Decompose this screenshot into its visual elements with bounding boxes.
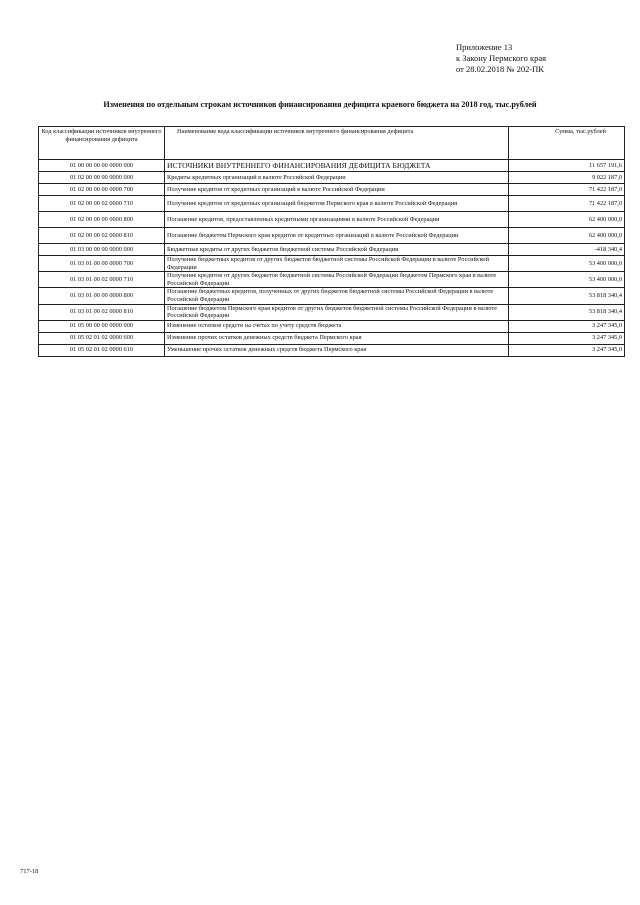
row-name: Погашение бюджетом Пермского края кредитов от других бюджетов бюджетной системы Российской Федерации в валюте Российской Федерации <box>165 304 509 320</box>
row-code: 01 05 02 01 02 0000 610 <box>39 344 165 356</box>
table-row <box>39 288 625 304</box>
appendix-block <box>456 42 606 75</box>
table-row <box>39 184 625 196</box>
row-amount: -418 340,4 <box>509 244 625 256</box>
row-amount: 53 818 340,4 <box>509 304 625 320</box>
row-name: Погашение бюджетом Пермского края кредитов от кредитных организаций в валюте Российской Федерации <box>165 228 509 244</box>
row-amount: 53 400 000,0 <box>509 272 625 288</box>
table-row <box>39 256 625 272</box>
row-amount: 53 818 340,4 <box>509 288 625 304</box>
table-row <box>39 196 625 212</box>
document-footer-code: 717-18 <box>20 868 39 875</box>
row-code: 01 02 00 00 00 0000 700 <box>39 184 165 196</box>
row-amount: 71 422 187,0 <box>509 196 625 212</box>
header-amount: Сумма, тыс.рублей <box>509 127 625 160</box>
row-code: 01 02 00 00 02 0000 710 <box>39 196 165 212</box>
row-code: 01 03 01 00 02 0000 810 <box>39 304 165 320</box>
table-row <box>39 160 625 172</box>
table-row <box>39 344 625 356</box>
header-name: Наименование кода классификации источников внутреннего финансирования дефицита <box>165 127 509 160</box>
row-name: Получение кредитов от кредитных организаций в валюте Российской Федерации <box>165 184 509 196</box>
table-row <box>39 272 625 288</box>
row-amount: 3 247 345,0 <box>509 332 625 344</box>
document-title: Изменения по отдельным строкам источников финансирования дефицита краевого бюджета на 2018 год, тыс.рублей <box>103 100 537 109</box>
row-name: Изменение остатков средств на счетах по учету средств бюджета <box>165 320 509 332</box>
row-code: 01 02 00 00 00 0000 000 <box>39 172 165 184</box>
row-code: 01 05 02 01 02 0000 600 <box>39 332 165 344</box>
row-amount: 71 422 187,0 <box>509 184 625 196</box>
appendix-law-date: от 28.02.2018 № 202-ПК <box>456 64 544 74</box>
table-row <box>39 228 625 244</box>
appendix-number: Приложение 13 <box>456 42 513 52</box>
table-row <box>39 304 625 320</box>
row-amount: 11 657 191,6 <box>509 160 625 172</box>
row-code: 01 03 01 00 02 0000 710 <box>39 272 165 288</box>
financing-sources-table <box>38 126 625 357</box>
row-code: 01 03 01 00 00 0000 800 <box>39 288 165 304</box>
table-header-row <box>39 127 625 160</box>
table-row <box>39 244 625 256</box>
row-amount: 53 400 000,0 <box>509 256 625 272</box>
header-code: Код классификации источников внутреннего финансирования дефицита <box>39 127 165 160</box>
row-name: Бюджетные кредиты от других бюджетов бюджетной системы Российской Федерации <box>165 244 509 256</box>
row-name: Получение кредитов от других бюджетов бюджетной системы Российской Федерации бюджетом Пермского края в валюте Российской Федерации <box>165 272 509 288</box>
row-name: Уменьшение прочих остатков денежных средств бюджета Пермского края <box>165 344 509 356</box>
row-code: 01 00 00 00 00 0000 000 <box>39 160 165 172</box>
row-name: Получение бюджетных кредитов от других бюджетов бюджетной системы Российской Федерации в валюте Российской Федерации <box>165 256 509 272</box>
row-amount: 3 247 345,0 <box>509 320 625 332</box>
row-amount: 62 400 000,0 <box>509 212 625 228</box>
row-code: 01 03 00 00 00 0000 000 <box>39 244 165 256</box>
table-row <box>39 332 625 344</box>
row-name: Получение кредитов от кредитных организаций бюджетом Пермского края в валюте Российской Федерации <box>165 196 509 212</box>
table-row <box>39 320 625 332</box>
row-name: Погашение бюджетных кредитов, полученных от других бюджетов бюджетной системы Российской Федерации в валюте Российской Федерации <box>165 288 509 304</box>
row-code: 01 02 00 00 00 0000 800 <box>39 212 165 228</box>
row-amount: 9 022 187,0 <box>509 172 625 184</box>
row-code: 01 03 01 00 00 0000 700 <box>39 256 165 272</box>
row-amount: 3 247 345,0 <box>509 344 625 356</box>
row-name: Изменение прочих остатков денежных средств бюджета Пермского края <box>165 332 509 344</box>
table-row <box>39 172 625 184</box>
row-code: 01 05 00 00 00 0000 000 <box>39 320 165 332</box>
table-row <box>39 212 625 228</box>
appendix-law-reference: к Закону Пермского края <box>456 53 547 63</box>
row-name: Кредиты кредитных организаций в валюте Российской Федерации <box>165 172 509 184</box>
row-name: Погашение кредитов, предоставленных кредитными организациями в валюте Российской Федерации <box>165 212 509 228</box>
row-code: 01 02 00 00 02 0000 810 <box>39 228 165 244</box>
row-name: ИСТОЧНИКИ ВНУТРЕННЕГО ФИНАНСИРОВАНИЯ ДЕФИЦИТА БЮДЖЕТА <box>165 160 509 172</box>
row-amount: 62 400 000,0 <box>509 228 625 244</box>
